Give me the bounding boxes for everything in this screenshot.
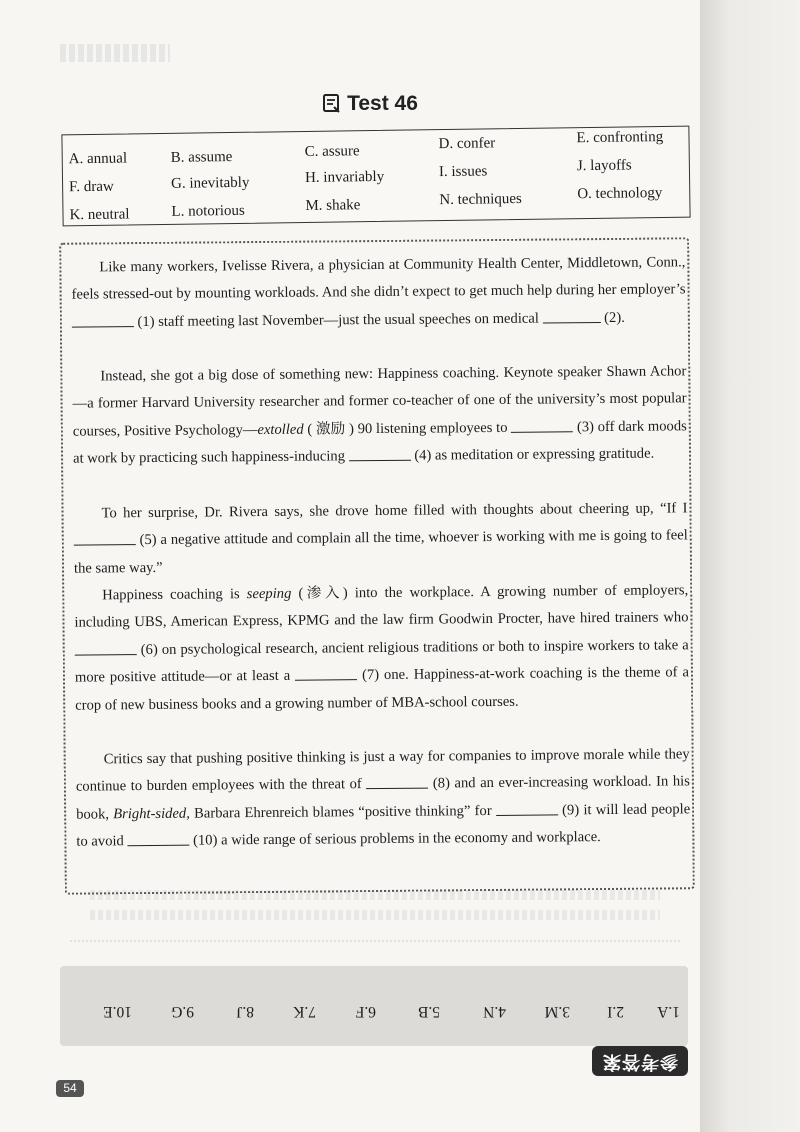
page-edge-shadow [700, 0, 800, 1132]
book-icon [322, 93, 342, 119]
answer-key-badge: 参考答案 [592, 1046, 688, 1076]
paragraph-2: Instead, she got a big dose of something new: Happiness coaching. Keynote speaker Shawn Achor—a former Harvard University researcher and former co-teacher of one of the university’s most popular courses, Positive Psychology—extolled ( 激励 ) 90 listening employees to (3) off dark moods at work by practicing such happiness-inducing (4) as meditation or expressing gratitude. [72, 363, 687, 467]
answer-item: 10.E [103, 1003, 132, 1020]
word-option: G. inevitably [170, 174, 250, 192]
word-option: E. confronting [576, 128, 664, 147]
word-option: D. confer [438, 135, 496, 153]
bleed-through-text [70, 880, 680, 942]
title-text: Test 46 [347, 92, 418, 115]
paragraph-5: Critics say that pushing positive thinking is just a way for companies to improve morale while they continue to burden employees with the threat of (8) and an ever-increasing workload. In his book, Bright-sided, Barbara Ehrenreich blames “positive thinking” for (9) it will lead people to avoid (10) a wide range of serious problems in the economy and workplace. [75, 746, 691, 850]
word-option: B. assume [170, 149, 233, 166]
word-option: C. assure [304, 143, 360, 160]
passage-box [59, 237, 695, 894]
answer-item: 6.F [355, 1003, 376, 1020]
blank-3[interactable] [511, 417, 573, 433]
page-title [0, 92, 740, 119]
answer-item: 9.G [171, 1003, 194, 1020]
answer-item: 4.N [483, 1003, 506, 1020]
word-option: A. annual [68, 150, 128, 168]
word-option: N. techniques [439, 190, 522, 209]
answer-key-strip [60, 966, 688, 1046]
blank-10[interactable] [127, 831, 189, 847]
answer-list [60, 994, 688, 1020]
word-option: K. neutral [69, 206, 130, 224]
word-option: O. technology [577, 185, 663, 203]
word-option: L. notorious [171, 202, 245, 220]
blank-8[interactable] [366, 774, 428, 790]
word-option: I. issues [438, 163, 488, 181]
answer-item: 3.M [544, 1003, 570, 1020]
blank-9[interactable] [496, 800, 558, 816]
paragraph-3: To her surprise, Dr. Rivera says, she drove home filled with thoughts about cheering up, “If I (5) a negative attitude and complain all the time, whoever is working with me is going to feel the same way.” [73, 500, 688, 577]
word-option: H. invariably [304, 168, 385, 186]
answer-item: 2.I [607, 1003, 624, 1020]
answer-item: 5.B [418, 1003, 440, 1020]
paragraph-4: Happiness coaching is seeping (渗入) into the workplace. A growing number of employers, including UBS, American Express, KPMG and the law firm Goodwin Procter, have hired trainers who (6) on psychological research, ancient religious traditions or both to inspire workers to take a more positive attitude—or at least a (7) one. Happiness-at-work coaching is the theme of a crop of new business books and a growing number of MBA-school courses. [74, 582, 690, 714]
blank-4[interactable] [349, 446, 411, 462]
blank-7[interactable] [295, 665, 357, 681]
blank-5[interactable] [74, 531, 136, 547]
word-option: F. draw [69, 178, 114, 196]
paragraph-1: Like many workers, Ivelisse Rivera, a physician at Community Health Center, Middletown, Conn., feels stressed-out by mounting workloads. And she didn’t expect to get much help during her employer’s (1) staff meeting last November—just the usual speeches on medical (2). [71, 254, 686, 330]
faint-header-text [60, 44, 170, 62]
page-number: 54 [56, 1080, 84, 1097]
answer-item: 1.A [657, 1003, 680, 1020]
word-bank [61, 126, 690, 227]
blank-1[interactable] [72, 312, 134, 328]
blank-2[interactable] [542, 308, 600, 324]
answer-item: 8.J [236, 1003, 254, 1020]
word-option: J. layoffs [576, 157, 632, 175]
answer-item: 7.K [293, 1003, 316, 1020]
blank-6[interactable] [75, 640, 137, 656]
word-option: M. shake [305, 197, 361, 214]
